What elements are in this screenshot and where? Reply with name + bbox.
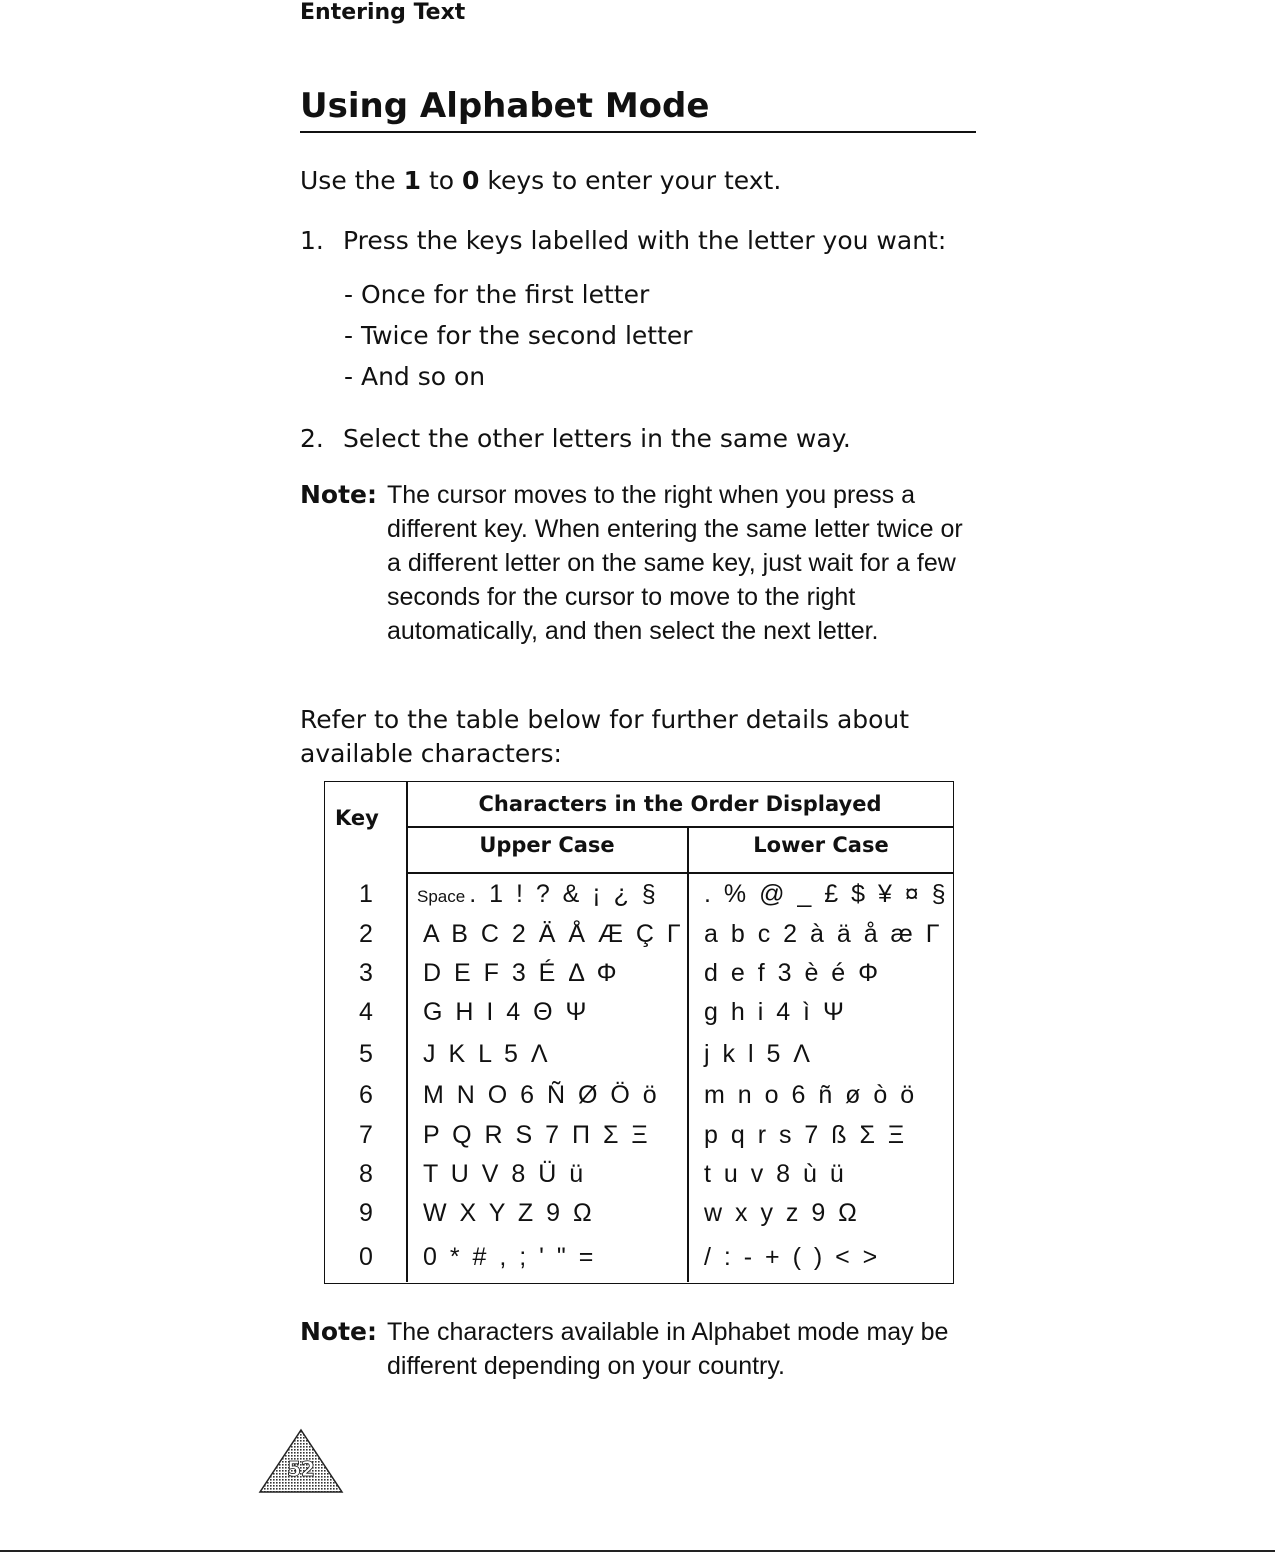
sub-item-once: - Once for the first letter: [344, 280, 650, 309]
upper-cell: 0 * # , ; ' " =: [423, 1243, 597, 1271]
note-label: Note:: [300, 1317, 378, 1346]
upper-cell: G H I 4 Θ Ψ: [423, 998, 590, 1026]
title-underline: [300, 131, 976, 133]
table-row: [325, 994, 955, 1034]
lower-cell: w x y z 9 Ω: [704, 1199, 860, 1227]
intro-paragraph: Use the 1 to 0 keys to enter your text.: [300, 166, 782, 195]
table-row: [325, 1036, 955, 1076]
key-cell: 8: [359, 1160, 373, 1188]
upper-cell: A B C 2 Ä Å Æ Ç Γ: [423, 920, 684, 948]
upper-cell: M N O 6 Ñ Ø Ö ö: [423, 1081, 660, 1109]
table-row: [325, 1117, 955, 1157]
upper-cell: P Q R S 7 Π Σ Ξ: [423, 1121, 651, 1149]
step-text: Press the keys labelled with the letter you want:: [343, 226, 947, 255]
header-characters: Characters in the Order Displayed: [478, 792, 882, 816]
table-row: [325, 1156, 955, 1196]
page-title: Using Alphabet Mode: [300, 86, 710, 126]
key-from: 1: [403, 166, 422, 195]
upper-cell: T U V 8 Ü ü: [423, 1160, 587, 1188]
key-cell: 4: [359, 998, 373, 1026]
table-row: [325, 1077, 955, 1117]
header-key: Key: [335, 806, 379, 830]
step-1: [300, 224, 946, 258]
note-label: Note:: [300, 480, 378, 509]
lower-cell: m n o 6 ñ ø ò ö: [704, 1081, 918, 1109]
step-number: 1.: [300, 226, 324, 255]
header-lower-case: Lower Case: [753, 833, 889, 857]
lower-cell: d e f 3 è é Φ: [704, 959, 882, 987]
key-to: 0: [462, 166, 480, 195]
table-row: [325, 876, 955, 916]
table-row: [325, 1239, 955, 1279]
refer-paragraph: Refer to the table below for further details about available characters:: [300, 705, 910, 768]
lower-cell: j k l 5 Λ: [704, 1040, 813, 1068]
step-text: Select the other letters in the same way.: [343, 424, 851, 453]
header-upper-case: Upper Case: [479, 833, 615, 857]
lower-cell: . % @ _ £ $ ¥ ¤ §: [704, 880, 949, 908]
upper-cell: Space . 1 ! ? & ¡ ¿ §: [417, 880, 659, 908]
key-cell: 2: [359, 920, 373, 948]
lower-cell: p q r s 7 ß Σ Ξ: [704, 1121, 908, 1149]
sub-item-twice: - Twice for the second letter: [344, 321, 693, 350]
space-label: Space: [417, 887, 466, 906]
lower-cell: / : - + ( ) < >: [704, 1243, 881, 1271]
lower-cell: t u v 8 ù ü: [704, 1160, 847, 1188]
lower-cell: a b c 2 à ä å æ Γ: [704, 920, 943, 948]
key-cell: 0: [359, 1243, 373, 1271]
note-body: The cursor moves to the right when you press a different key. When entering the same letter twice or a different letter on the same key, just wait for a few seconds for the cursor to move to the right automatically, and then select the next letter.: [387, 481, 963, 645]
step-number: 2.: [300, 424, 324, 453]
table-row: [325, 916, 955, 956]
character-table: [324, 781, 954, 1284]
note-country: [300, 1315, 980, 1383]
key-cell: 7: [359, 1121, 373, 1149]
bottom-rule: [0, 1550, 1275, 1552]
key-cell: 1: [359, 880, 373, 908]
sub-item-and-so-on: - And so on: [344, 362, 486, 391]
upper-cell: D E F 3 É Δ Φ: [423, 959, 620, 987]
table-divider: [407, 872, 953, 874]
table-divider: [407, 826, 953, 828]
page-number: 52: [287, 1457, 315, 1481]
table-row: [325, 1195, 955, 1235]
key-cell: 3: [359, 959, 373, 987]
key-cell: 9: [359, 1199, 373, 1227]
step-2: [300, 422, 851, 456]
note-cursor: [300, 478, 980, 648]
key-cell: 6: [359, 1081, 373, 1109]
key-cell: 5: [359, 1040, 373, 1068]
lower-cell: g h i 4 ì Ψ: [704, 998, 847, 1026]
upper-cell: J K L 5 Λ: [423, 1040, 551, 1068]
table-row: [325, 955, 955, 995]
note-body: The characters available in Alphabet mode may be different depending on your country.: [387, 1318, 949, 1380]
page-number-badge: [258, 1428, 344, 1494]
upper-cell: W X Y Z 9 Ω: [423, 1199, 595, 1227]
section-header: Entering Text: [300, 0, 466, 25]
